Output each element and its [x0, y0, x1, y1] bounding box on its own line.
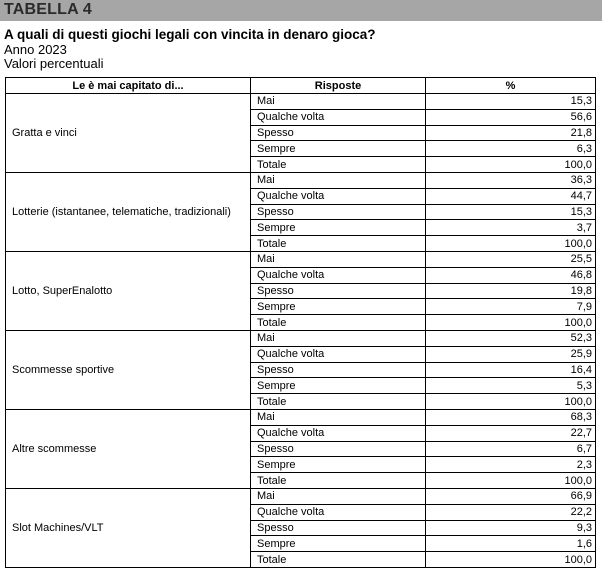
percent-cell: 22,7	[426, 425, 596, 441]
response-cell: Qualche volta	[251, 504, 426, 520]
response-cell: Spesso	[251, 283, 426, 299]
response-cell: Spesso	[251, 520, 426, 536]
category-cell: Altre scommesse	[6, 409, 251, 488]
percent-cell: 36,3	[426, 172, 596, 188]
table-row	[6, 251, 596, 267]
response-cell: Mai	[251, 251, 426, 267]
response-cell: Totale	[251, 473, 426, 489]
response-cell: Totale	[251, 552, 426, 568]
response-cell: Totale	[251, 394, 426, 410]
category-cell: Lotterie (istantanee, telematiche, tradizionali)	[6, 172, 251, 251]
response-cell: Sempre	[251, 457, 426, 473]
response-cell: Spesso	[251, 125, 426, 141]
response-cell: Sempre	[251, 141, 426, 157]
response-cell: Totale	[251, 315, 426, 331]
header-percent: %	[426, 78, 596, 94]
table-banner	[0, 0, 602, 21]
table-row	[6, 94, 596, 110]
response-cell: Mai	[251, 409, 426, 425]
percent-cell: 100,0	[426, 473, 596, 489]
category-cell: Slot Machines/VLT	[6, 488, 251, 567]
percent-cell: 68,3	[426, 409, 596, 425]
percent-cell: 100,0	[426, 394, 596, 410]
response-cell: Sempre	[251, 299, 426, 315]
percent-cell: 100,0	[426, 552, 596, 568]
subtitle-units: Valori percentuali	[4, 56, 104, 71]
percent-cell: 6,7	[426, 441, 596, 457]
percent-cell: 6,3	[426, 141, 596, 157]
response-cell: Mai	[251, 94, 426, 110]
table-header-row	[6, 78, 596, 94]
percent-cell: 52,3	[426, 330, 596, 346]
response-cell: Mai	[251, 330, 426, 346]
response-cell: Spesso	[251, 362, 426, 378]
category-cell: Gratta e vinci	[6, 94, 251, 173]
percent-cell: 9,3	[426, 520, 596, 536]
response-cell: Totale	[251, 157, 426, 173]
percent-cell: 7,9	[426, 299, 596, 315]
response-cell: Sempre	[251, 536, 426, 552]
percent-cell: 2,3	[426, 457, 596, 473]
category-cell: Lotto, SuperEnalotto	[6, 251, 251, 330]
percent-cell: 5,3	[426, 378, 596, 394]
percent-cell: 21,8	[426, 125, 596, 141]
percent-cell: 100,0	[426, 157, 596, 173]
response-cell: Qualche volta	[251, 425, 426, 441]
response-cell: Qualche volta	[251, 346, 426, 362]
percent-cell: 19,8	[426, 283, 596, 299]
data-table	[5, 77, 596, 568]
percent-cell: 1,6	[426, 536, 596, 552]
response-cell: Qualche volta	[251, 109, 426, 125]
percent-cell: 15,3	[426, 94, 596, 110]
percent-cell: 46,8	[426, 267, 596, 283]
percent-cell: 66,9	[426, 488, 596, 504]
response-cell: Sempre	[251, 220, 426, 236]
percent-cell: 22,2	[426, 504, 596, 520]
response-cell: Sempre	[251, 378, 426, 394]
percent-cell: 15,3	[426, 204, 596, 220]
percent-cell: 56,6	[426, 109, 596, 125]
header-question: Le è mai capitato di...	[6, 78, 251, 94]
percent-cell: 100,0	[426, 315, 596, 331]
percent-cell: 44,7	[426, 188, 596, 204]
subtitle-year: Anno 2023	[4, 42, 67, 57]
percent-cell: 3,7	[426, 220, 596, 236]
page-title: A quali di questi giochi legali con vincita in denaro gioca?	[4, 27, 376, 42]
banner-label: TABELLA 4	[4, 1, 93, 18]
response-cell: Totale	[251, 236, 426, 252]
response-cell: Mai	[251, 488, 426, 504]
table-row	[6, 330, 596, 346]
percent-cell: 25,5	[426, 251, 596, 267]
response-cell: Qualche volta	[251, 267, 426, 283]
table-row	[6, 488, 596, 504]
table-body	[6, 94, 596, 568]
response-cell: Spesso	[251, 441, 426, 457]
percent-cell: 100,0	[426, 236, 596, 252]
response-cell: Qualche volta	[251, 188, 426, 204]
percent-cell: 16,4	[426, 362, 596, 378]
response-cell: Spesso	[251, 204, 426, 220]
response-cell: Mai	[251, 172, 426, 188]
table-row	[6, 172, 596, 188]
category-cell: Scommesse sportive	[6, 330, 251, 409]
header-answers: Risposte	[251, 78, 426, 94]
table-row	[6, 409, 596, 425]
percent-cell: 25,9	[426, 346, 596, 362]
